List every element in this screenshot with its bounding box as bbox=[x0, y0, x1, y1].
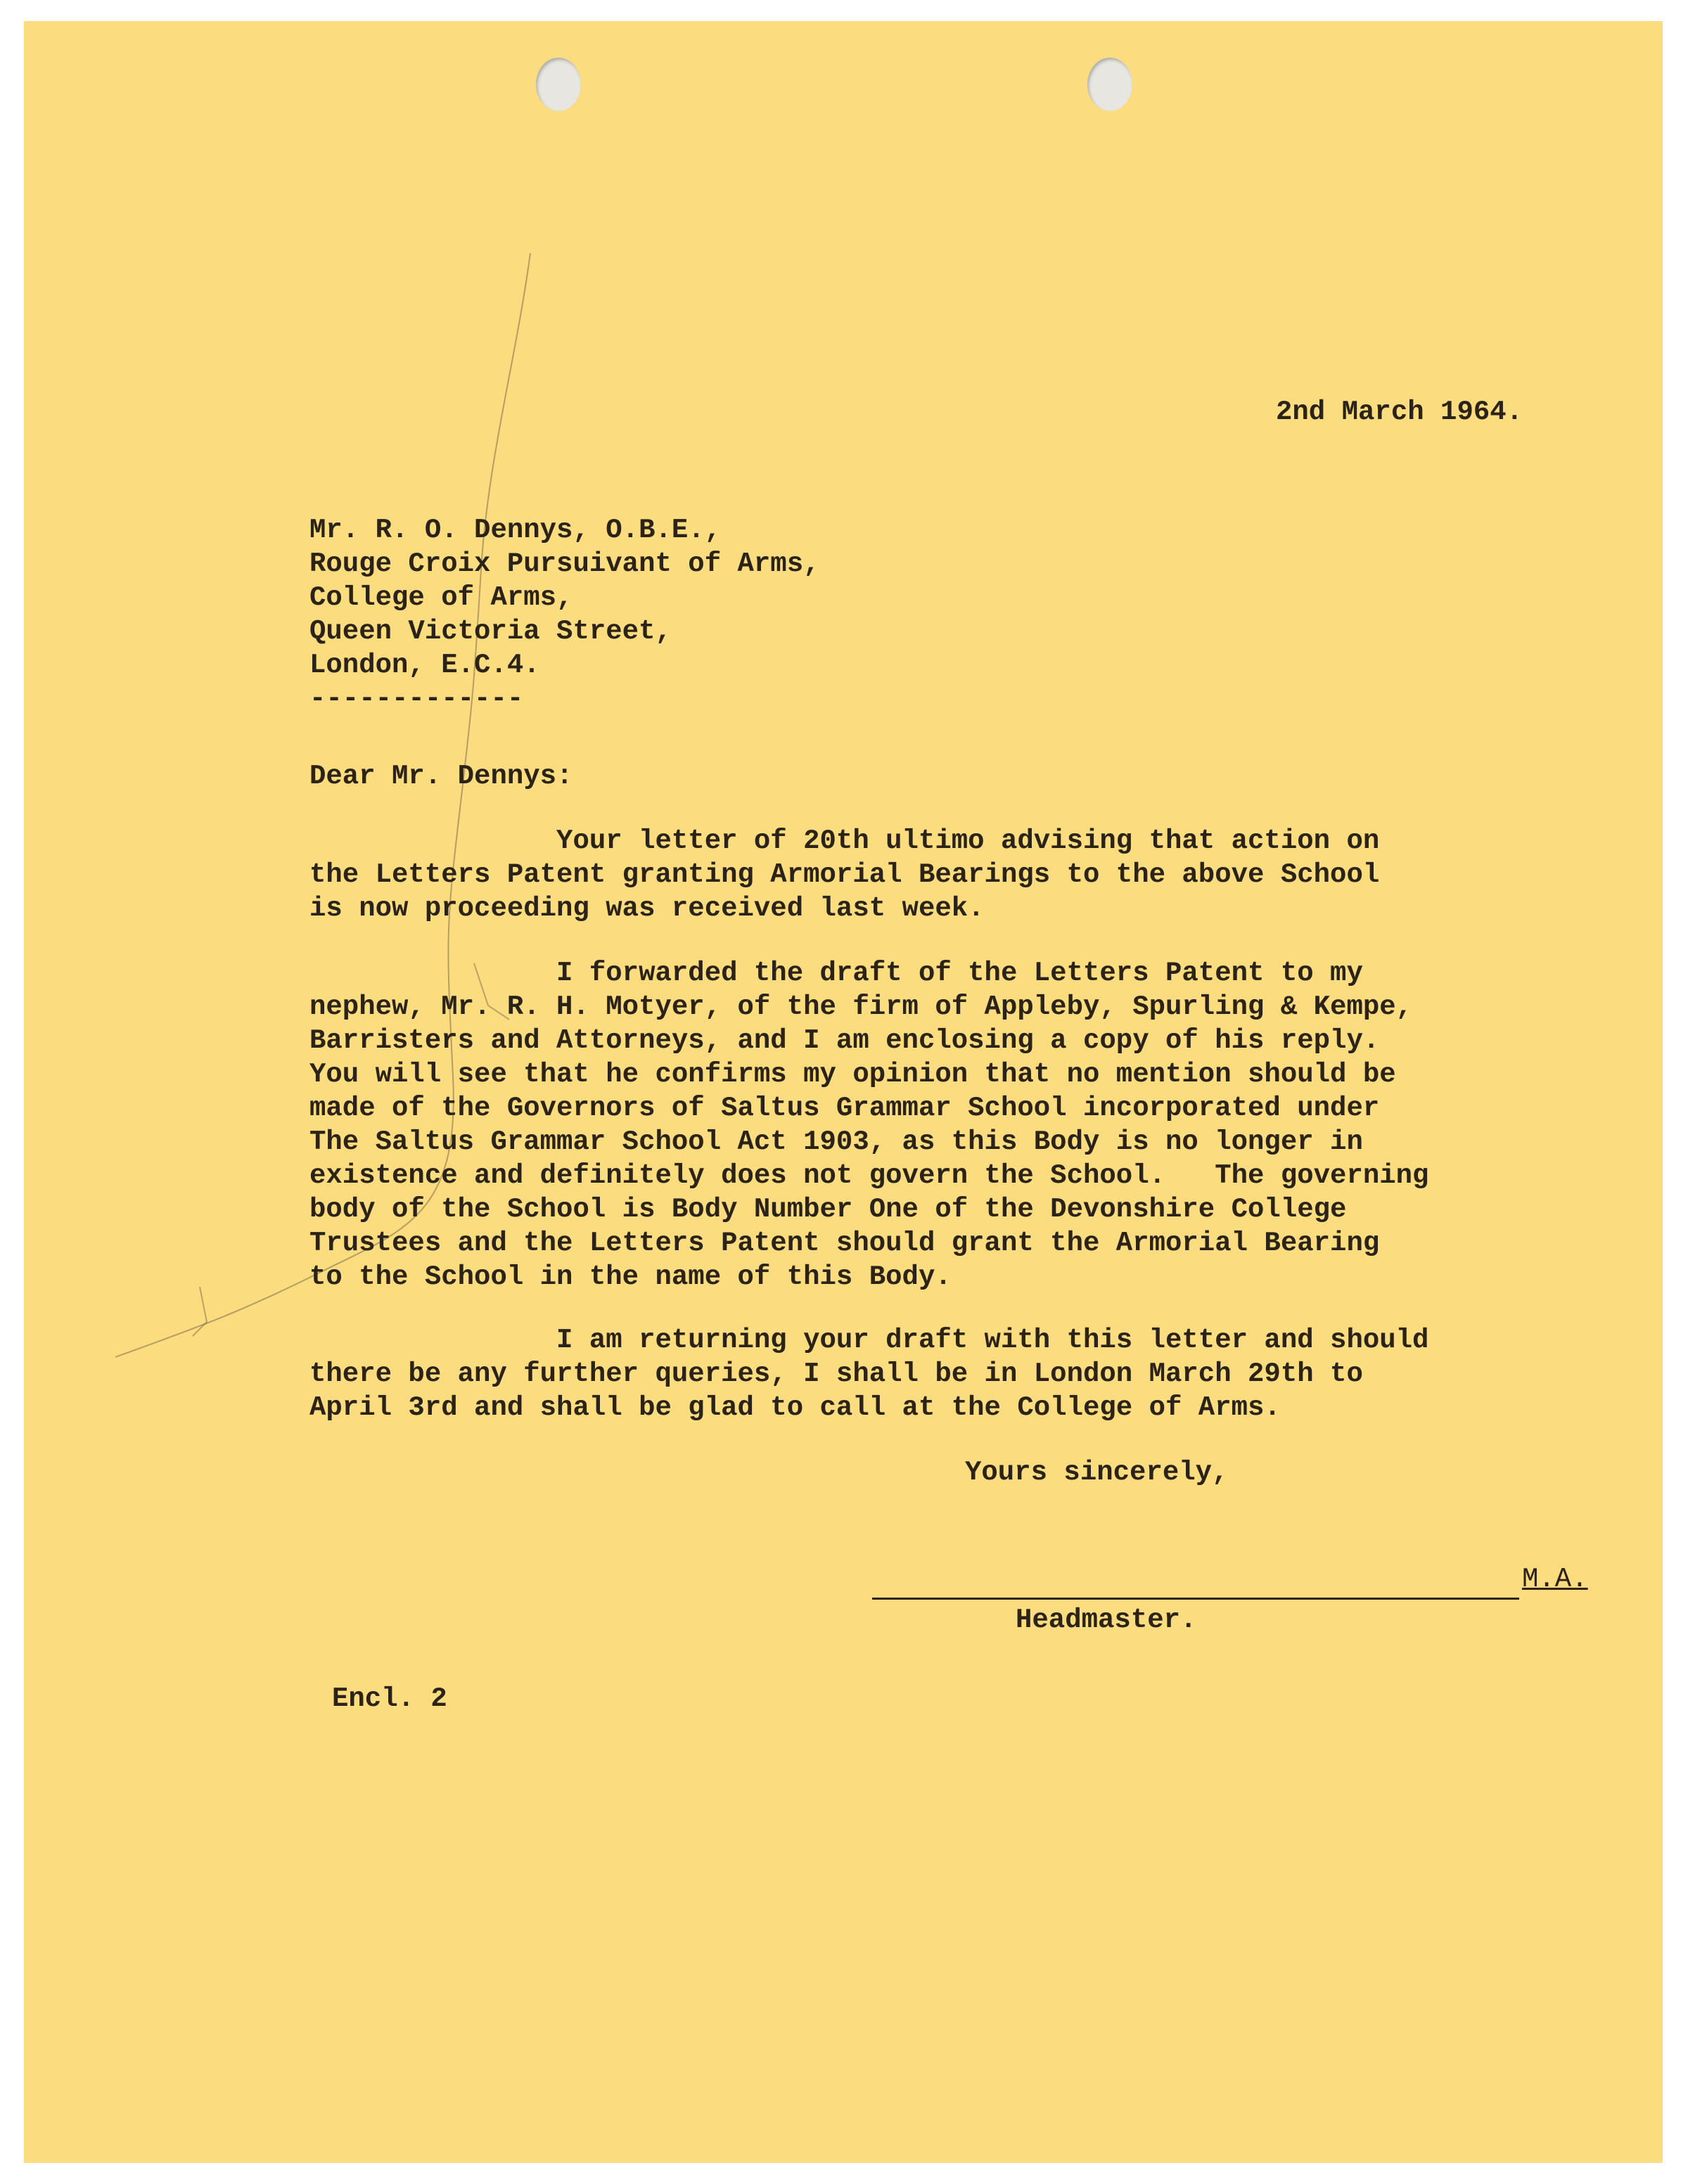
paragraph-line: Barristers and Attorneys, and I am enclosing a copy of his reply. bbox=[309, 1025, 1380, 1056]
recipient-address bbox=[309, 513, 1449, 716]
paragraph-line: I am returning your draft with this letter and should bbox=[309, 1325, 1429, 1356]
paragraph-line: April 3rd and shall be glad to call at the College of Arms. bbox=[309, 1392, 1281, 1423]
recipient-line: Mr. R. O. Dennys, O.B.E., bbox=[309, 515, 722, 546]
recipient-line: Rouge Croix Pursuivant of Arms, bbox=[309, 548, 820, 579]
paragraph-line: existence and definitely does not govern the School. The governing bbox=[309, 1160, 1429, 1191]
address-rule: ------------- bbox=[309, 683, 524, 714]
paragraph-line: You will see that he confirms my opinion that no mention should be bbox=[309, 1059, 1396, 1090]
signer-initials: M.A. bbox=[1522, 1564, 1588, 1595]
paragraph-3 bbox=[309, 1323, 1449, 1425]
paragraph-line: I forwarded the draft of the Letters Patent to my bbox=[309, 958, 1363, 989]
paragraph-line: made of the Governors of Saltus Grammar School incorporated under bbox=[309, 1093, 1380, 1124]
paragraph-line: to the School in the name of this Body. bbox=[309, 1261, 952, 1292]
paragraph-line: there be any further queries, I shall be in London March 29th to bbox=[309, 1358, 1363, 1389]
paragraph-1 bbox=[309, 824, 1449, 925]
paragraph-2 bbox=[309, 956, 1449, 1294]
paragraph-line: Your letter of 20th ultimo advising that action on bbox=[309, 826, 1380, 856]
recipient-line: College of Arms, bbox=[309, 582, 573, 613]
paragraph-line: The Saltus Grammar School Act 1903, as this Body is no longer in bbox=[309, 1126, 1363, 1157]
enclosure-note: Encl. 2 bbox=[332, 1683, 447, 1714]
recipient-line: Queen Victoria Street, bbox=[309, 616, 672, 647]
paragraph-line: body of the School is Body Number One of the Devonshire College bbox=[309, 1194, 1347, 1225]
paragraph-line: nephew, Mr. R. H. Motyer, of the firm of Appleby, Spurling & Kempe, bbox=[309, 991, 1413, 1022]
paragraph-line: the Letters Patent granting Armorial Bearings to the above School bbox=[309, 859, 1380, 890]
salutation: Dear Mr. Dennys: bbox=[309, 761, 573, 792]
letter-page bbox=[24, 21, 1663, 2163]
closing: Yours sincerely, bbox=[965, 1457, 1229, 1488]
letter-date: 2nd March 1964. bbox=[1276, 397, 1523, 428]
recipient-line: London, E.C.4. bbox=[309, 650, 540, 681]
paragraph-line: Trustees and the Letters Patent should grant the Armorial Bearing bbox=[309, 1228, 1380, 1259]
signature-line bbox=[872, 1598, 1519, 1600]
paragraph-line: is now proceeding was received last week. bbox=[309, 893, 985, 924]
signer-title: Headmaster. bbox=[1016, 1605, 1197, 1636]
